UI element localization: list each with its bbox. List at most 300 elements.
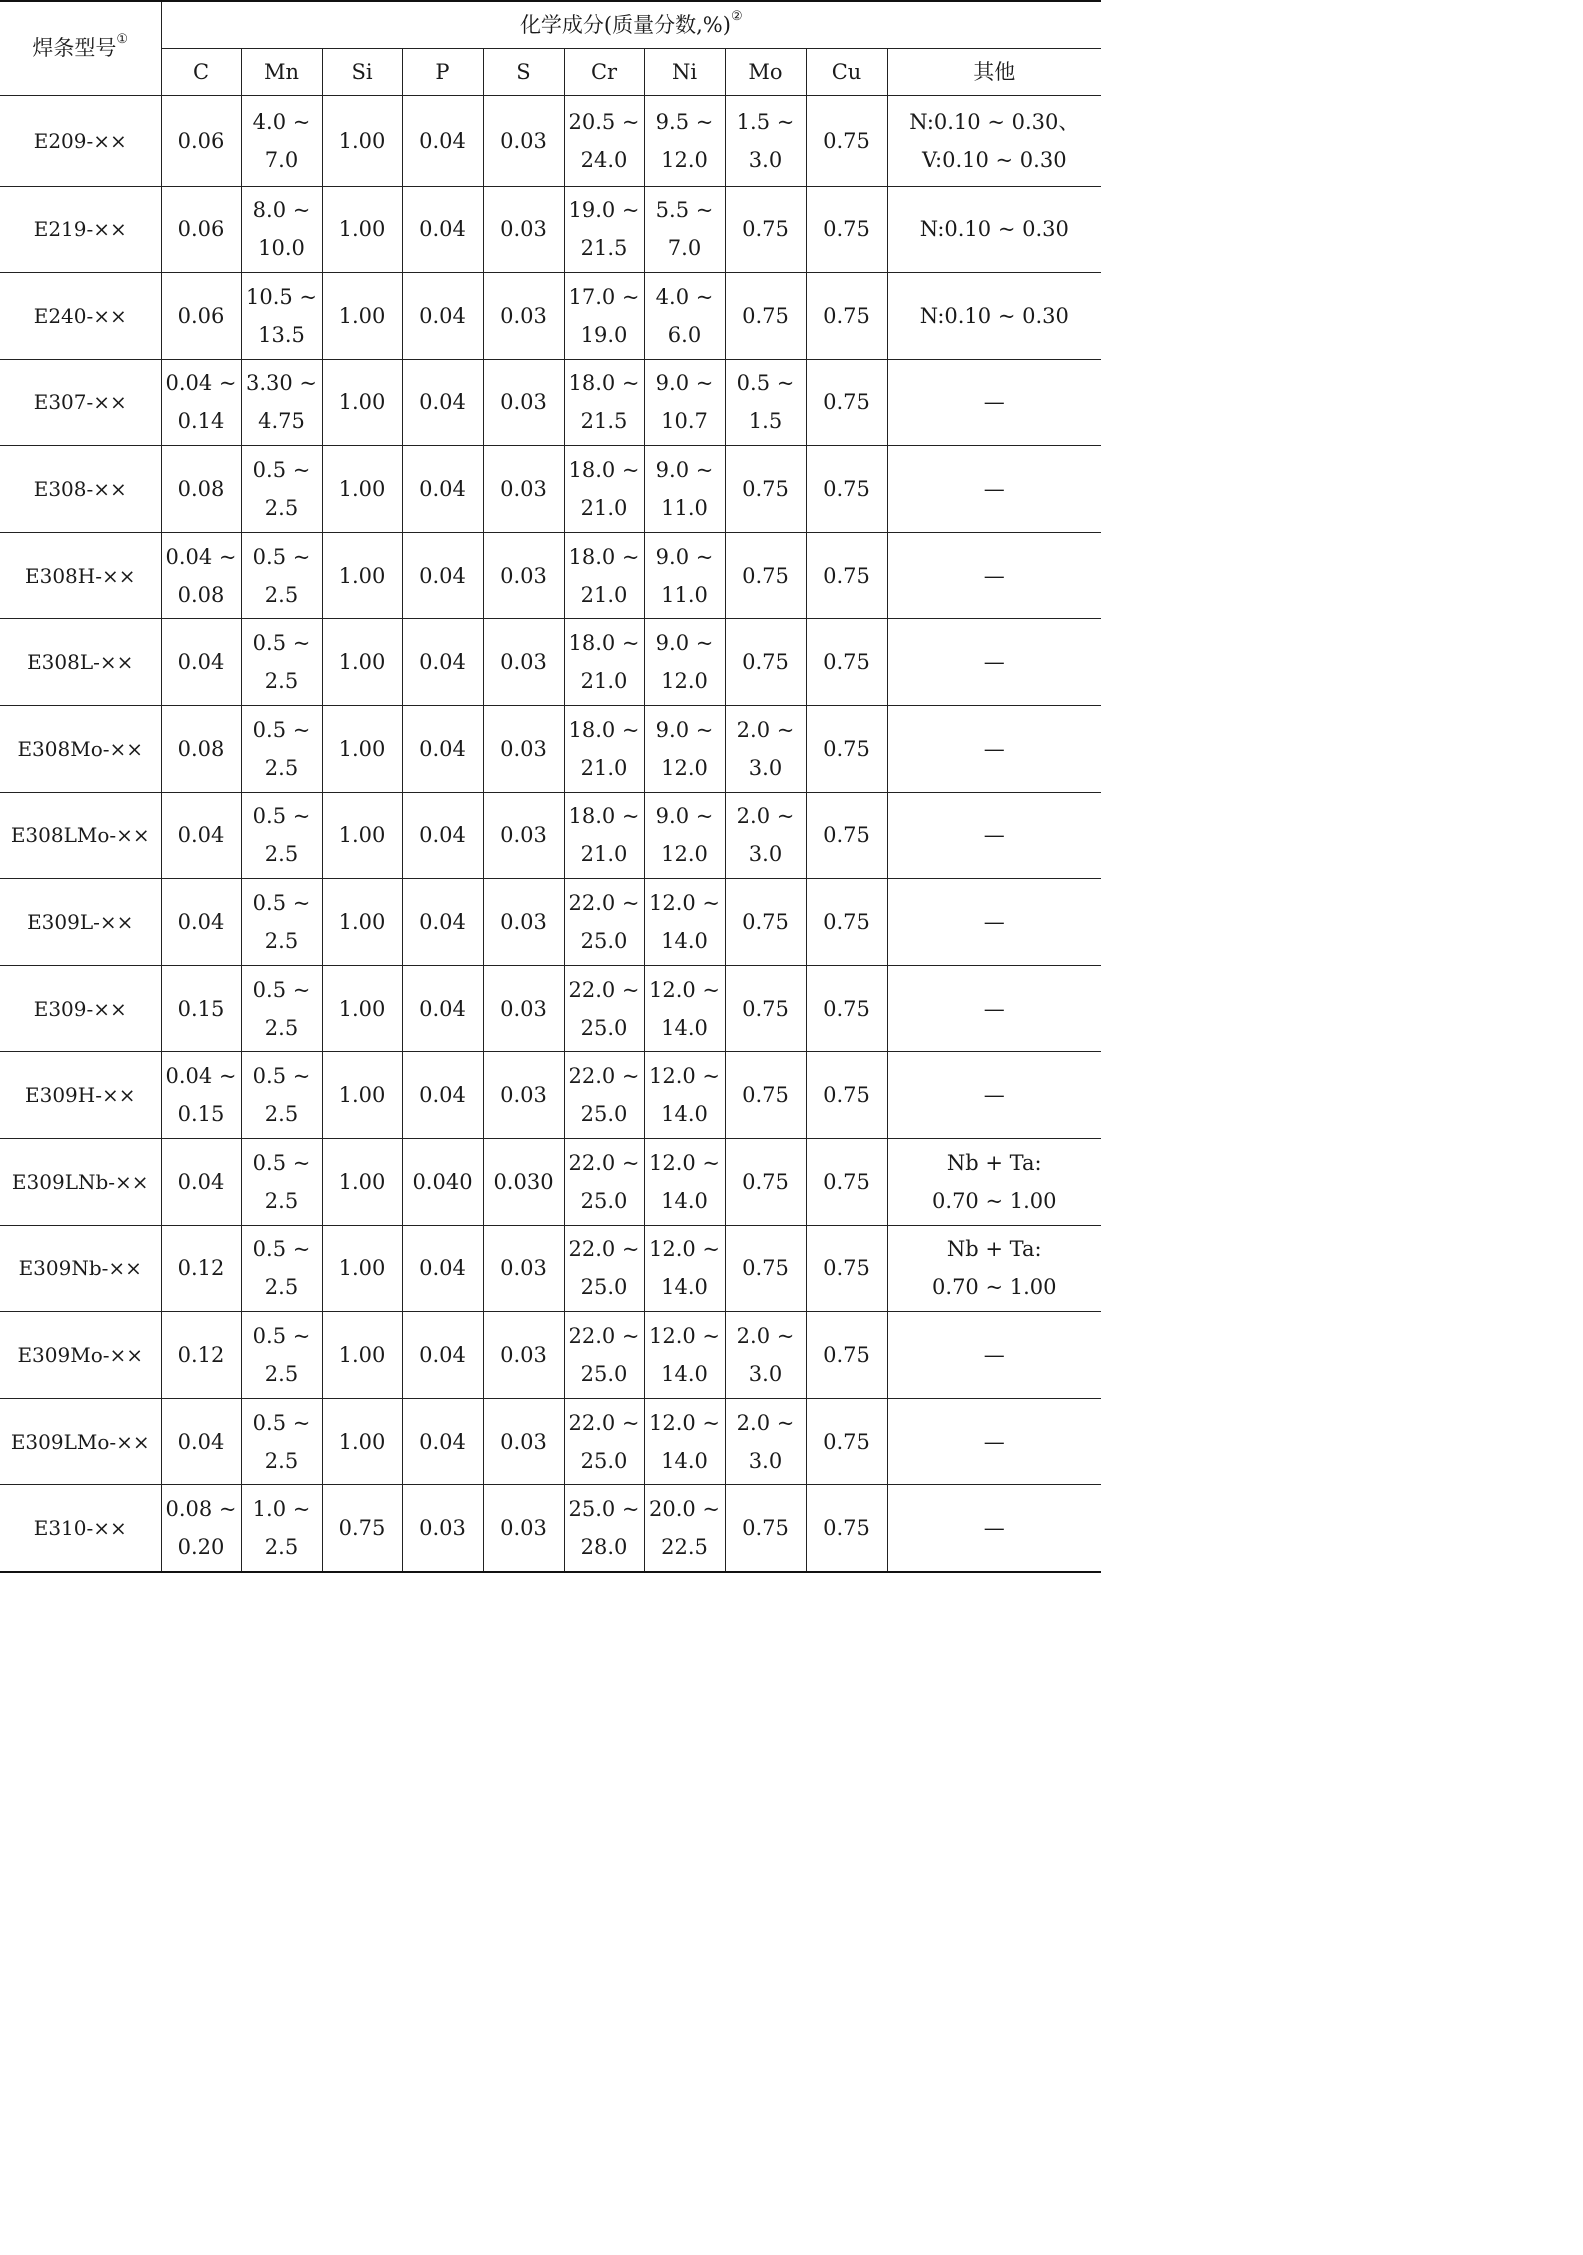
value-cell <box>402 273 483 360</box>
value-cell <box>322 95 402 186</box>
value-line: 12.0 ~ <box>648 1064 721 1089</box>
value-line: 1.00 <box>338 1169 386 1194</box>
table-row <box>0 1225 1101 1312</box>
value-cell <box>322 186 402 273</box>
value-line: 1.00 <box>338 823 386 848</box>
value-cell <box>887 359 1101 446</box>
value-line: N:0.10 ~ 0.30 <box>919 303 1069 328</box>
value-cell <box>725 1139 806 1226</box>
value-line: 0.03 <box>500 390 547 415</box>
value-cell <box>806 1225 887 1312</box>
value-line: 0.75 <box>742 563 789 588</box>
value-line: 0.75 <box>823 736 870 761</box>
model-cell: E219-×× <box>0 186 161 273</box>
value-cell <box>322 965 402 1052</box>
value-line: 0.5 ~ <box>252 1324 311 1349</box>
value-cell <box>644 532 725 619</box>
value-cell <box>241 879 322 966</box>
value-line: 12.0 ~ <box>648 977 721 1002</box>
value-cell <box>483 1485 564 1572</box>
value-cell <box>564 359 644 446</box>
value-line: 0.5 ~ <box>252 977 311 1002</box>
value-line: 21.5 <box>580 236 628 261</box>
value-cell <box>241 1052 322 1139</box>
value-line: 14.0 <box>661 1362 708 1387</box>
value-cell <box>887 273 1101 360</box>
value-line: 4.0 ~ <box>655 284 714 309</box>
value-cell <box>322 706 402 793</box>
value-cell <box>241 1485 322 1572</box>
value-line: 0.75 <box>742 1256 789 1281</box>
value-cell <box>725 273 806 360</box>
value-line: 25.0 <box>580 1275 628 1300</box>
value-cell <box>241 619 322 706</box>
value-line: 22.0 ~ <box>568 977 640 1002</box>
model-cell: E308Mo-×× <box>0 706 161 793</box>
model-cell: E308H-×× <box>0 532 161 619</box>
value-line: 22.0 ~ <box>568 891 640 916</box>
value-line: 2.0 ~ <box>736 1324 795 1349</box>
value-line: 22.0 ~ <box>568 1150 640 1175</box>
value-cell <box>161 619 241 706</box>
value-cell <box>644 1139 725 1226</box>
value-line: 8.0 ~ <box>252 198 311 223</box>
value-cell <box>806 359 887 446</box>
value-line: 2.5 <box>264 929 299 954</box>
value-cell <box>725 1225 806 1312</box>
value-line: 1.0 ~ <box>252 1496 311 1521</box>
value-line: 0.75 <box>823 128 870 153</box>
value-line: 0.75 <box>823 390 870 415</box>
value-line: 1.00 <box>338 736 386 761</box>
value-cell <box>644 879 725 966</box>
value-line: 0.5 ~ <box>252 804 311 829</box>
value-cell <box>161 706 241 793</box>
value-line: Nb + Ta: <box>946 1150 1042 1175</box>
value-line: — <box>983 1343 1005 1368</box>
value-line: 3.30 ~ <box>245 371 318 396</box>
value-line: 21.0 <box>580 842 628 867</box>
value-line: N:0.10 ~ 0.30、 <box>909 109 1080 134</box>
composition-header-label: 化学成分(质量分数,%) <box>519 12 731 37</box>
value-cell <box>644 965 725 1052</box>
value-cell <box>806 1398 887 1485</box>
value-cell <box>161 1139 241 1226</box>
value-line: N:0.10 ~ 0.30 <box>919 217 1069 242</box>
value-line: 0.03 <box>500 1429 547 1454</box>
table-row <box>0 359 1101 446</box>
value-cell <box>322 1139 402 1226</box>
value-cell <box>887 1312 1101 1399</box>
value-cell <box>887 186 1101 273</box>
value-line: 25.0 <box>580 1362 628 1387</box>
value-line: 10.0 <box>258 236 305 261</box>
value-cell <box>402 792 483 879</box>
model-cell: E309LNb-×× <box>0 1139 161 1226</box>
value-line: 0.04 <box>419 910 466 935</box>
value-line: 2.5 <box>264 1448 299 1473</box>
value-line: 1.00 <box>338 996 386 1021</box>
value-cell <box>725 446 806 533</box>
value-line: 12.0 <box>661 842 708 867</box>
model-header <box>0 1 161 95</box>
value-cell <box>564 1312 644 1399</box>
value-line: 0.04 <box>419 1083 466 1108</box>
value-line: — <box>983 1515 1005 1540</box>
value-cell <box>161 1052 241 1139</box>
value-line: 0.75 <box>823 303 870 328</box>
value-line: 0.75 <box>742 650 789 675</box>
value-line: 21.0 <box>580 582 628 607</box>
value-cell <box>402 1312 483 1399</box>
value-cell <box>887 446 1101 533</box>
value-cell <box>322 446 402 533</box>
value-line: 12.0 ~ <box>648 1237 721 1262</box>
value-line: 1.00 <box>338 217 386 242</box>
element-header: Mn <box>241 48 322 95</box>
value-line: 19.0 ~ <box>568 198 640 223</box>
value-cell <box>564 1052 644 1139</box>
value-line: 21.5 <box>580 409 628 434</box>
value-line: 1.00 <box>338 477 386 502</box>
value-cell <box>161 532 241 619</box>
value-cell <box>644 1052 725 1139</box>
value-line: 0.04 <box>177 1169 225 1194</box>
value-cell <box>402 1398 483 1485</box>
value-line: 1.00 <box>338 1256 386 1281</box>
value-line: 0.04 <box>419 736 466 761</box>
value-line: 22.0 ~ <box>568 1324 640 1349</box>
value-line: 2.5 <box>264 1362 299 1387</box>
value-line: 0.04 <box>177 823 225 848</box>
value-line: 0.5 ~ <box>252 631 311 656</box>
value-cell <box>483 1398 564 1485</box>
value-cell <box>483 359 564 446</box>
table-row <box>0 1312 1101 1399</box>
model-cell: E309Mo-×× <box>0 1312 161 1399</box>
value-cell <box>644 1225 725 1312</box>
value-line: 1.00 <box>338 390 386 415</box>
element-header: Ni <box>644 48 725 95</box>
value-cell <box>806 879 887 966</box>
value-line: 9.0 ~ <box>655 717 714 742</box>
value-line: 0.06 <box>177 303 225 328</box>
value-line: 0.04 <box>419 303 466 328</box>
value-cell <box>887 1052 1101 1139</box>
value-line: 14.0 <box>661 1188 708 1213</box>
value-cell <box>241 446 322 533</box>
table-row <box>0 1398 1101 1485</box>
value-cell <box>483 792 564 879</box>
value-cell <box>161 1312 241 1399</box>
table-row <box>0 792 1101 879</box>
value-line: 0.5 ~ <box>252 1410 311 1435</box>
value-line: 0.5 ~ <box>736 371 795 396</box>
value-cell <box>322 1052 402 1139</box>
element-header: 其他 <box>887 48 1101 95</box>
value-line: 9.0 ~ <box>655 458 714 483</box>
value-line: 0.04 <box>419 996 466 1021</box>
value-cell <box>241 1398 322 1485</box>
value-cell <box>483 1139 564 1226</box>
value-cell <box>564 706 644 793</box>
value-cell <box>887 706 1101 793</box>
value-line: 3.0 <box>748 147 783 172</box>
value-line: 0.14 <box>177 409 225 434</box>
element-header: C <box>161 48 241 95</box>
model-cell: E310-×× <box>0 1485 161 1572</box>
value-line: 0.03 <box>500 736 547 761</box>
value-cell <box>483 273 564 360</box>
value-line: — <box>983 563 1005 588</box>
value-line: 0.08 <box>177 477 225 502</box>
element-header: Si <box>322 48 402 95</box>
document-page <box>0 0 1101 1568</box>
value-line: 0.03 <box>500 477 547 502</box>
value-line: 0.75 <box>823 650 870 675</box>
value-cell <box>402 95 483 186</box>
value-line: 18.0 ~ <box>568 804 640 829</box>
value-line: 0.20 <box>177 1534 225 1559</box>
value-line: 0.04 <box>419 390 466 415</box>
value-line: 0.04 <box>419 1429 466 1454</box>
value-line: 0.03 <box>500 910 547 935</box>
value-cell <box>644 446 725 533</box>
value-line: 21.0 <box>580 496 628 521</box>
composition-footnote-marker: ② <box>730 8 743 24</box>
value-line: 0.06 <box>177 128 225 153</box>
value-line: 1.00 <box>338 563 386 588</box>
value-line: 21.0 <box>580 669 628 694</box>
value-line: 0.75 <box>742 910 789 935</box>
table-row <box>0 186 1101 273</box>
value-cell <box>887 1139 1101 1226</box>
value-cell <box>322 1485 402 1572</box>
value-cell <box>161 1485 241 1572</box>
value-line: 0.04 <box>177 1429 225 1454</box>
value-cell <box>725 879 806 966</box>
value-cell <box>887 1485 1101 1572</box>
value-cell <box>161 446 241 533</box>
value-cell <box>564 792 644 879</box>
value-line: 17.0 ~ <box>568 284 640 309</box>
value-line: 20.5 ~ <box>568 109 640 134</box>
value-cell <box>241 1225 322 1312</box>
value-line: 0.04 <box>419 217 466 242</box>
value-line: 2.5 <box>264 496 299 521</box>
value-line: 18.0 ~ <box>568 631 640 656</box>
value-line: 0.75 <box>823 1343 870 1368</box>
value-line: 0.03 <box>500 1256 547 1281</box>
value-line: 0.08 ~ <box>165 1496 237 1521</box>
element-header: Cu <box>806 48 887 95</box>
table-row <box>0 273 1101 360</box>
table-row <box>0 965 1101 1052</box>
value-cell <box>806 1139 887 1226</box>
model-cell: E309H-×× <box>0 1052 161 1139</box>
value-line: — <box>983 650 1005 675</box>
table-row <box>0 619 1101 706</box>
table-row <box>0 706 1101 793</box>
value-line: 2.5 <box>264 1102 299 1127</box>
value-line: 0.04 ~ <box>165 1064 237 1089</box>
value-cell <box>483 879 564 966</box>
value-line: 0.75 <box>823 477 870 502</box>
value-line: 2.5 <box>264 1188 299 1213</box>
value-line: 25.0 <box>580 1448 628 1473</box>
value-line: 22.0 ~ <box>568 1237 640 1262</box>
value-cell <box>241 186 322 273</box>
value-line: 0.03 <box>500 996 547 1021</box>
value-line: 0.12 <box>177 1256 225 1281</box>
value-line: 2.0 ~ <box>736 804 795 829</box>
value-line: 2.5 <box>264 1015 299 1040</box>
model-cell: E209-×× <box>0 95 161 186</box>
value-cell <box>725 186 806 273</box>
value-line: 4.75 <box>258 409 305 434</box>
value-line: 22.0 ~ <box>568 1410 640 1435</box>
value-line: 13.5 <box>258 322 305 347</box>
value-line: 22.0 ~ <box>568 1064 640 1089</box>
table-row <box>0 532 1101 619</box>
value-line: — <box>983 477 1005 502</box>
table-row <box>0 1052 1101 1139</box>
value-line: Nb + Ta: <box>946 1237 1042 1262</box>
value-line: 0.03 <box>500 1515 547 1540</box>
value-cell <box>402 1052 483 1139</box>
value-line: 0.75 <box>823 1083 870 1108</box>
value-line: 0.04 <box>419 1256 466 1281</box>
value-line: 0.06 <box>177 217 225 242</box>
model-cell: E307-×× <box>0 359 161 446</box>
element-header: P <box>402 48 483 95</box>
model-cell: E240-×× <box>0 273 161 360</box>
value-cell <box>806 619 887 706</box>
value-cell <box>725 1052 806 1139</box>
value-cell <box>644 359 725 446</box>
value-cell <box>241 706 322 793</box>
value-line: 0.03 <box>500 1343 547 1368</box>
value-cell <box>725 1485 806 1572</box>
value-cell <box>564 273 644 360</box>
value-cell <box>725 95 806 186</box>
value-line: 14.0 <box>661 1102 708 1127</box>
value-line: 25.0 <box>580 1188 628 1213</box>
value-line: 12.0 ~ <box>648 1324 721 1349</box>
value-line: V:0.10 ~ 0.30 <box>921 147 1067 172</box>
value-line: — <box>983 823 1005 848</box>
value-line: 22.5 <box>661 1534 708 1559</box>
value-cell <box>402 1225 483 1312</box>
value-line: 0.04 <box>177 910 225 935</box>
value-line: 4.0 ~ <box>252 109 311 134</box>
value-line: 25.0 ~ <box>568 1496 640 1521</box>
value-line: 18.0 ~ <box>568 371 640 396</box>
value-line: 3.0 <box>748 1448 783 1473</box>
value-cell <box>483 95 564 186</box>
value-cell <box>725 965 806 1052</box>
value-line: 0.5 ~ <box>252 717 311 742</box>
value-line: 0.08 <box>177 736 225 761</box>
value-cell <box>402 619 483 706</box>
value-line: 0.04 <box>419 650 466 675</box>
value-cell <box>644 186 725 273</box>
value-line: 0.75 <box>742 477 789 502</box>
value-cell <box>322 1312 402 1399</box>
value-cell <box>564 186 644 273</box>
value-cell <box>483 186 564 273</box>
value-cell <box>322 273 402 360</box>
value-line: 0.75 <box>823 1256 870 1281</box>
value-cell <box>887 619 1101 706</box>
table-row <box>0 1485 1101 1572</box>
table-body <box>0 95 1101 1572</box>
value-cell <box>161 1225 241 1312</box>
value-line: 25.0 <box>580 1102 628 1127</box>
model-cell: E308L-×× <box>0 619 161 706</box>
value-cell <box>725 359 806 446</box>
value-line: 24.0 <box>580 147 628 172</box>
value-line: 14.0 <box>661 929 708 954</box>
value-line: 0.5 ~ <box>252 1150 311 1175</box>
value-line: 0.5 ~ <box>252 891 311 916</box>
value-line: 9.0 ~ <box>655 371 714 396</box>
value-line: 0.75 <box>338 1515 386 1540</box>
value-line: 12.0 ~ <box>648 1150 721 1175</box>
value-line: 3.0 <box>748 1362 783 1387</box>
model-header-label: 焊条型号 <box>32 36 117 61</box>
value-line: 6.0 <box>667 322 702 347</box>
value-line: — <box>983 390 1005 415</box>
value-line: 0.12 <box>177 1343 225 1368</box>
value-cell <box>887 532 1101 619</box>
value-cell <box>241 359 322 446</box>
table-header <box>0 1 1101 95</box>
value-cell <box>483 965 564 1052</box>
value-line: 0.08 <box>177 582 225 607</box>
value-cell <box>241 95 322 186</box>
value-line: 0.5 ~ <box>252 1237 311 1262</box>
value-line: 0.04 <box>177 650 225 675</box>
value-line: 0.040 <box>412 1169 473 1194</box>
value-line: 14.0 <box>661 1015 708 1040</box>
value-line: 21.0 <box>580 755 628 780</box>
value-line: 25.0 <box>580 1015 628 1040</box>
table-row <box>0 1139 1101 1226</box>
value-line: 1.00 <box>338 303 386 328</box>
value-line: 0.75 <box>742 1169 789 1194</box>
model-cell: E308-×× <box>0 446 161 533</box>
value-line: 0.03 <box>500 128 547 153</box>
value-cell <box>322 532 402 619</box>
value-line: 0.75 <box>823 563 870 588</box>
value-cell <box>241 273 322 360</box>
value-line: 0.03 <box>419 1515 466 1540</box>
value-cell <box>644 95 725 186</box>
value-line: — <box>983 1083 1005 1108</box>
value-line: 3.0 <box>748 755 783 780</box>
model-footnote-marker: ① <box>116 32 129 48</box>
value-line: 0.75 <box>742 1083 789 1108</box>
value-cell <box>483 1312 564 1399</box>
element-header-row <box>0 48 1101 95</box>
value-line: 1.00 <box>338 128 386 153</box>
value-cell <box>483 446 564 533</box>
element-header: Mo <box>725 48 806 95</box>
value-cell <box>564 532 644 619</box>
element-header: S <box>483 48 564 95</box>
value-cell <box>806 446 887 533</box>
